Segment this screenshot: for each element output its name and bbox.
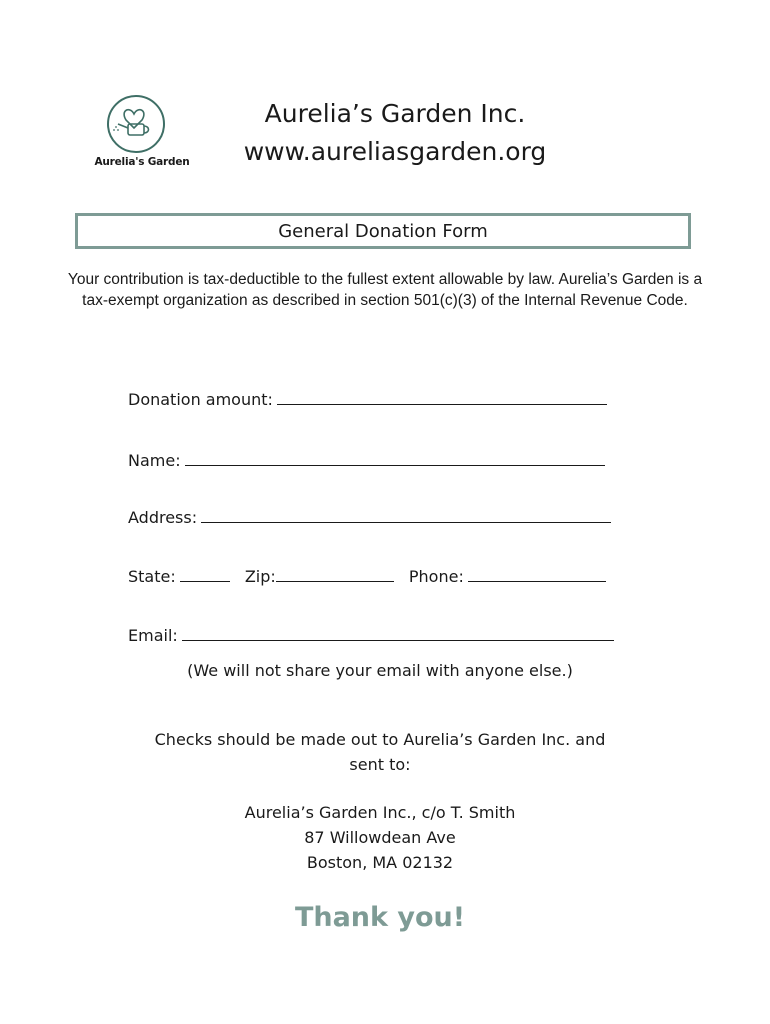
phone-label: Phone: — [408, 567, 464, 586]
intro-text: Your contribution is tax-deductible to the fullest extent allowable by law. Aurelia’s Garden is a tax-exempt organization as described in section 501(c)(3) of the Internal Revenue Code. — [67, 271, 703, 309]
name-label: Name: — [128, 451, 181, 470]
state-blank[interactable] — [180, 567, 230, 582]
state-label: State: — [128, 567, 176, 586]
org-website: www.aureliasgarden.org — [243, 137, 547, 166]
address-blank[interactable] — [201, 508, 611, 523]
state-field — [128, 567, 230, 586]
email-label: Email: — [128, 626, 178, 645]
address-field — [128, 508, 611, 527]
donation-amount-label: Donation amount: — [128, 390, 273, 409]
zip-blank[interactable] — [276, 567, 394, 582]
thank-you-text: Thank you! — [294, 902, 466, 933]
org-logo — [90, 92, 194, 174]
email-field — [128, 626, 614, 645]
email-privacy-note: (We will not share your email with anyone else.) — [187, 661, 573, 680]
org-name: Aurelia’s Garden Inc. — [264, 99, 526, 128]
zip-label: Zip: — [244, 567, 276, 586]
state-zip-phone-row — [128, 567, 616, 586]
name-field — [128, 451, 605, 470]
mailing-address-line1: Aurelia’s Garden Inc., c/o T. Smith — [244, 803, 516, 822]
email-blank[interactable] — [182, 626, 614, 641]
mailing-address-line2: 87 Willowdean Ave — [304, 828, 456, 847]
watering-can-heart-icon — [90, 92, 194, 154]
zip-field — [245, 567, 394, 586]
address-label: Address: — [128, 508, 198, 527]
checks-note: Checks should be made out to Aurelia’s Garden Inc. and sent to: — [154, 730, 606, 774]
phone-field — [409, 567, 606, 586]
form-title-box — [75, 213, 691, 249]
donation-amount-blank[interactable] — [277, 390, 607, 405]
mailing-address-line3: Boston, MA 02132 — [306, 853, 454, 872]
donation-amount-field — [128, 390, 607, 409]
name-blank[interactable] — [185, 451, 605, 466]
form-title: General Donation Form — [278, 220, 488, 242]
phone-blank[interactable] — [468, 567, 606, 582]
logo-text: Aurelia's Garden — [94, 156, 190, 168]
